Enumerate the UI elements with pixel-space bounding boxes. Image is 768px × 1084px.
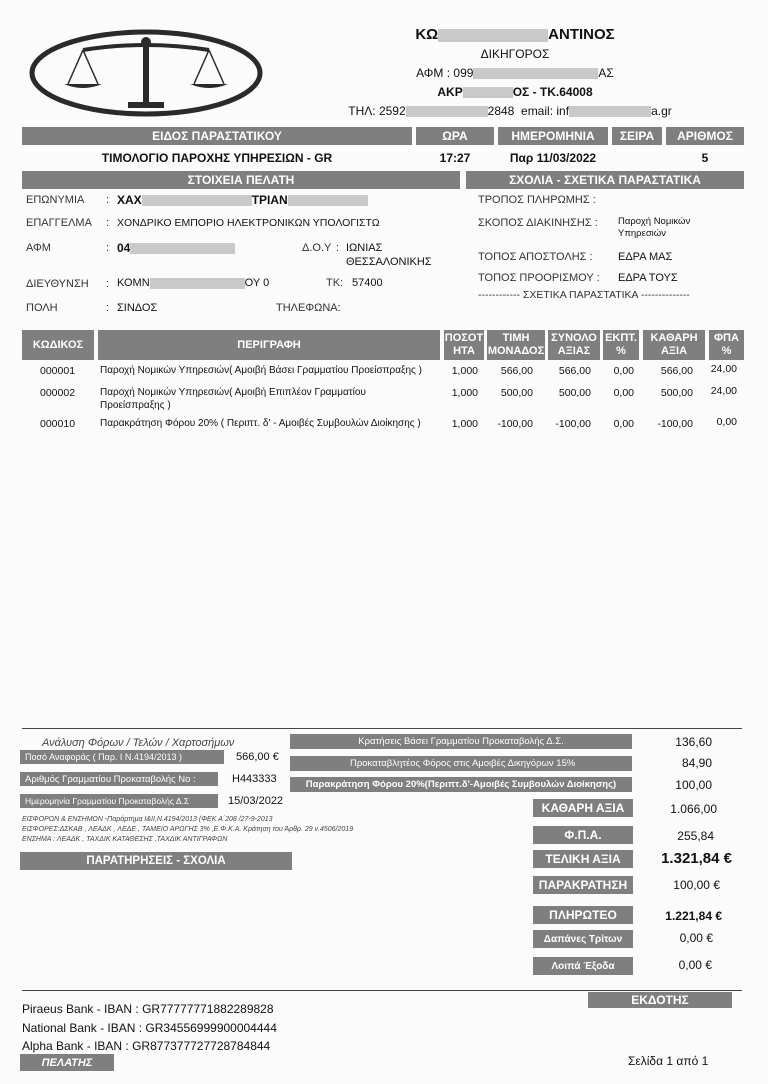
row-code: 000002 — [40, 387, 76, 399]
payment-method-label: ΤΡΟΠΟΣ ΠΛΗΡΩΜΗΣ : — [478, 194, 596, 206]
row-price: 500,00 — [500, 387, 533, 399]
row-discount: 0,00 — [613, 365, 634, 377]
payable-label: ΠΛΗΡΩΤΕΟ — [533, 906, 633, 924]
issuer-afm: ΑΦΜ : 099 ΑΣ — [416, 66, 614, 80]
iban-value: GR77777771882289828 — [142, 1002, 274, 1016]
row-qty: 1,000 — [451, 387, 478, 399]
notes-section-title: ΣΧΟΛΙΑ - ΣΧΕΤΙΚΑ ΠΑΡΑΣΤΑΤΙΚΑ — [466, 171, 744, 189]
table-row — [0, 418, 768, 436]
issuer-signature-label: ΕΚΔΟΤΗΣ — [588, 992, 732, 1008]
client-doy-value-1: ΙΩΝΙΑΣ — [346, 242, 383, 254]
vat-label: Φ.Π.Α. — [533, 826, 633, 844]
withheld-label: Κρατήσεις Βάσει Γραμματίου Προκαταβολής Δ.Σ. — [290, 734, 632, 749]
withheld-value: 136,60 — [675, 735, 712, 749]
purpose-value-1: Παροχή Νομικών — [618, 216, 691, 227]
col-vat-header: ΦΠΑ % — [709, 330, 744, 360]
client-afm-label: ΑΦΜ — [26, 242, 51, 254]
bank-row — [22, 1021, 277, 1035]
col-price-header: ΤΙΜΗ ΜΟΝΑΔΟΣ — [487, 330, 545, 360]
footer-divider — [22, 990, 742, 991]
doc-type-value: ΤΙΜΟΛΟΓΙΟ ΠΑΡΟΧΗΣ ΥΠΗΡΕΣΙΩΝ - GR — [101, 151, 333, 165]
deduction-value: 100,00 € — [673, 878, 720, 892]
issuer-address: ΑΚΡ ΟΣ - ΤΚ.64008 — [437, 85, 593, 99]
series-header: ΣΕΙΡΑ — [612, 127, 662, 145]
related-docs-label: ------------ ΣΧΕΤΙΚΑ ΠΑΡΑΣΤΑΤΙΚΑ -------------- — [478, 289, 690, 301]
client-signature-label: ΠΕΛΑΤΗΣ — [20, 1054, 114, 1071]
client-doy-label: Δ.Ο.Υ — [302, 242, 332, 254]
row-description: Παρακράτηση Φόρου 20% ( Περιπτ. δ' - Αμοιβές Συμβουλών Διοίκησης ) — [100, 418, 421, 429]
issuer-profession: ΔΙΚΗΓΟΡΟΣ — [480, 47, 550, 61]
other-expenses-value: 0,00 € — [678, 958, 712, 972]
time-header: ΩΡΑ — [416, 127, 494, 145]
client-tk-label: ΤΚ: — [326, 277, 344, 289]
purpose-value-2: Υπηρεσιών — [618, 228, 666, 239]
remarks-title: ΠΑΡΑΤΗΡΗΣΕΙΣ - ΣΧΟΛΙΑ — [20, 852, 292, 870]
destination-value: ΕΔΡΑ ΤΟΥΣ — [618, 272, 678, 284]
table-row — [0, 387, 768, 415]
receipt-date-label: Ημερομηνία Γραμματίου Προκαταβολής Δ.Σ — [20, 794, 218, 808]
iban-value: GR877377727728784844 — [132, 1039, 271, 1053]
client-afm-value: 04 — [117, 241, 235, 255]
col-net-header: ΚΑΘΑΡΗ ΑΞΙΑ — [643, 330, 705, 360]
client-name-label: ΕΠΩΝΥΜΙΑ — [26, 194, 85, 206]
row-vat: 24,00 — [710, 363, 737, 375]
col-discount-header: ΕΚΠΤ. % — [603, 330, 639, 360]
iban-value: GR34556999900004444 — [145, 1021, 277, 1035]
payable-value: 1.221,84 € — [665, 909, 722, 923]
row-code: 000010 — [40, 418, 76, 430]
row-qty: 1,000 — [451, 418, 478, 430]
withholding-label: Παρακράτηση Φόρου 20%(Περιπτ.δ'-Αμοιβές Συμβουλών Διοίκησης) — [290, 777, 632, 792]
col-total-header: ΣΥΝΟΛΟ ΑΞΙΑΣ — [548, 330, 600, 360]
client-section-title: ΣΤΟΙΧΕΙΑ ΠΕΛΑΤΗ — [22, 171, 460, 189]
col-code-header: ΚΩΔΙΚΟΣ — [22, 330, 94, 360]
receipt-date-value: 15/03/2022 — [228, 795, 284, 807]
client-occupation-label: ΕΠΑΓΓΕΛΜΑ — [26, 217, 92, 229]
ref-amount-label: Ποσό Αναφοράς ( Παρ. Ι Ν.4194/2013 ) — [20, 750, 224, 764]
advance-tax-value: 84,90 — [681, 756, 712, 770]
row-total: 566,00 — [558, 365, 591, 377]
third-party-expenses-value: 0,00 € — [679, 931, 713, 945]
advance-tax-label: Προκαταβλητέος Φόρος στις Αμοιβές Δικηγόρων 15% — [290, 756, 632, 771]
doc-type-header: ΕΙΔΟΣ ΠΑΡΑΣΤΑΤΙΚΟΥ — [22, 127, 412, 145]
row-price: 566,00 — [500, 365, 533, 377]
date-value: Παρ 11/03/2022 — [509, 151, 597, 165]
bank-row — [22, 1002, 274, 1016]
issuer-contact: ΤΗΛ: 2592 2848 email: inf a.gr — [348, 104, 672, 118]
iban-label: - IBAN : — [86, 1039, 129, 1053]
bank-row — [22, 1039, 270, 1053]
origin-label: ΤΟΠΟΣ ΑΠΟΣΤΟΛΗΣ : — [478, 251, 593, 263]
row-description: Παροχή Νομικών Υπηρεσιών( Αμοιβή Βάσει Γραμματίου Προείσπραξης ) — [100, 365, 422, 376]
client-tk-value: 57400 — [352, 277, 383, 289]
row-price: -100,00 — [497, 418, 533, 430]
client-address-value: ΚΟΜΝ ΟΥ 0 — [117, 277, 270, 289]
number-value: 5 — [701, 151, 709, 165]
col-description-header: ΠΕΡΙΓΡΑΦΗ — [98, 330, 440, 360]
other-expenses-label: Λοιπά Έξοδα — [533, 957, 633, 975]
origin-value: ΕΔΡΑ ΜΑΣ — [618, 251, 673, 263]
destination-label: ΤΟΠΟΣ ΠΡΟΟΡΙΣΜΟΥ : — [478, 272, 600, 284]
tax-fine-print-1: ΕΙΣΦΟΡΩΝ & ΕΝΣΗΜΩΝ -Παράρτημα Ι&ΙΙ,Ν.4194/2013 (ΦΕΚ Α΄208 /27-9-2013 — [22, 816, 273, 823]
row-description: Παροχή Νομικών Υπηρεσιών( Αμοιβή Επιπλέον Γραμματίου — [100, 387, 366, 398]
vat-value: 255,84 — [677, 829, 714, 843]
ref-amount-value: 566,00 € — [236, 751, 279, 763]
final-value-label: ΤΕΛΙΚΗ ΑΞΙΑ — [533, 850, 633, 868]
receipt-no-label: Αριθμός Γραμματίου Προκαταβολής Νο : — [20, 772, 218, 786]
row-qty: 1,000 — [451, 365, 478, 377]
row-vat: 24,00 — [710, 385, 737, 397]
bank-name: National Bank — [22, 1021, 97, 1035]
row-description-2: Προείσπραξης ) — [100, 400, 171, 411]
iban-label: - IBAN : — [100, 1021, 143, 1035]
net-value: 1.066,00 — [670, 802, 717, 816]
tax-fine-print-3: ΕΝΣΗΜΑ : ΛΕΑΔΚ , ΤΑΧΔΙΚ ΚΑΤΑΘΕΣΗΣ ,ΤΑΧΔΙΚ ΑΝΤΙΓΡΑΦΩΝ — [22, 836, 228, 843]
third-party-expenses-label: Δαπάνες Τρίτων — [533, 930, 633, 948]
final-value: 1.321,84 € — [661, 850, 732, 867]
date-header: ΗΜΕΡΟΜΗΝΙΑ — [498, 127, 608, 145]
client-city-value: ΣΙΝΔΟΣ — [117, 302, 158, 314]
row-discount: 0,00 — [613, 387, 634, 399]
bank-name: Piraeus Bank — [22, 1002, 94, 1016]
row-total: 500,00 — [558, 387, 591, 399]
issuer-name: ΚΩ ΑΝΤΙΝΟΣ — [415, 26, 615, 43]
receipt-no-value: Η443333 — [232, 773, 277, 785]
deduction-label: ΠΑΡΑΚΡΑΤΗΣΗ — [533, 876, 633, 894]
row-discount: 0,00 — [613, 418, 634, 430]
client-city-label: ΠΟΛΗ — [26, 302, 58, 314]
row-vat: 0,00 — [716, 416, 737, 428]
net-value-label: ΚΑΘΑΡΗ ΑΞΙΑ — [533, 799, 633, 817]
page-number: Σελίδα 1 από 1 — [628, 1054, 709, 1068]
client-phones-label: ΤΗΛΕΦΩΝΑ: — [276, 302, 341, 314]
tax-analysis-title: Ανάλυση Φόρων / Τελών / Χαρτοσήμων — [42, 737, 235, 749]
client-name-value: ΧΑΧ ΤΡΙΑΝ — [117, 193, 368, 207]
row-net: 500,00 — [660, 387, 693, 399]
row-code: 000001 — [40, 365, 76, 377]
client-occupation-value: ΧΟΝΔΡΙΚΟ ΕΜΠΟΡΙΟ ΗΛΕΚΤΡΟΝΙΚΩΝ ΥΠΟΛΟΓΙΣΤΩ — [117, 217, 380, 229]
purpose-label: ΣΚΟΠΟΣ ΔΙΑΚΙΝΗΣΗΣ : — [478, 217, 598, 229]
withholding-value: 100,00 — [675, 778, 712, 792]
iban-label: - IBAN : — [96, 1002, 139, 1016]
client-address-label: ΔΙΕΥΘΥΝΣΗ — [26, 278, 89, 290]
bank-name: Alpha Bank — [22, 1039, 84, 1053]
row-net: -100,00 — [657, 418, 693, 430]
client-doy-value-2: ΘΕΣΣΑΛΟΝΙΚΗΣ — [346, 256, 432, 268]
table-row — [0, 365, 768, 383]
tax-fine-print-2: ΕΙΣΦΟΡΕΣ:ΔΣΚΑΒ , ΛΕΑΔΚ , ΛΕΔΕ , ΤΑΜΕΙΟ ΑΡΩΓΗΣ 3% ,Ε.Φ.Κ.Α. Κράτηση του Άρθρ. 29 ν.4506/2019 — [22, 826, 354, 833]
row-total: -100,00 — [555, 418, 591, 430]
number-header: ΑΡΙΘΜΟΣ — [666, 127, 744, 145]
totals-divider — [22, 728, 742, 729]
col-qty-header: ΠΟΣΟΤ ΗΤΑ — [444, 330, 484, 360]
scales-of-justice-logo — [28, 26, 264, 120]
time-value: 17:27 — [439, 151, 471, 165]
row-net: 566,00 — [660, 365, 693, 377]
